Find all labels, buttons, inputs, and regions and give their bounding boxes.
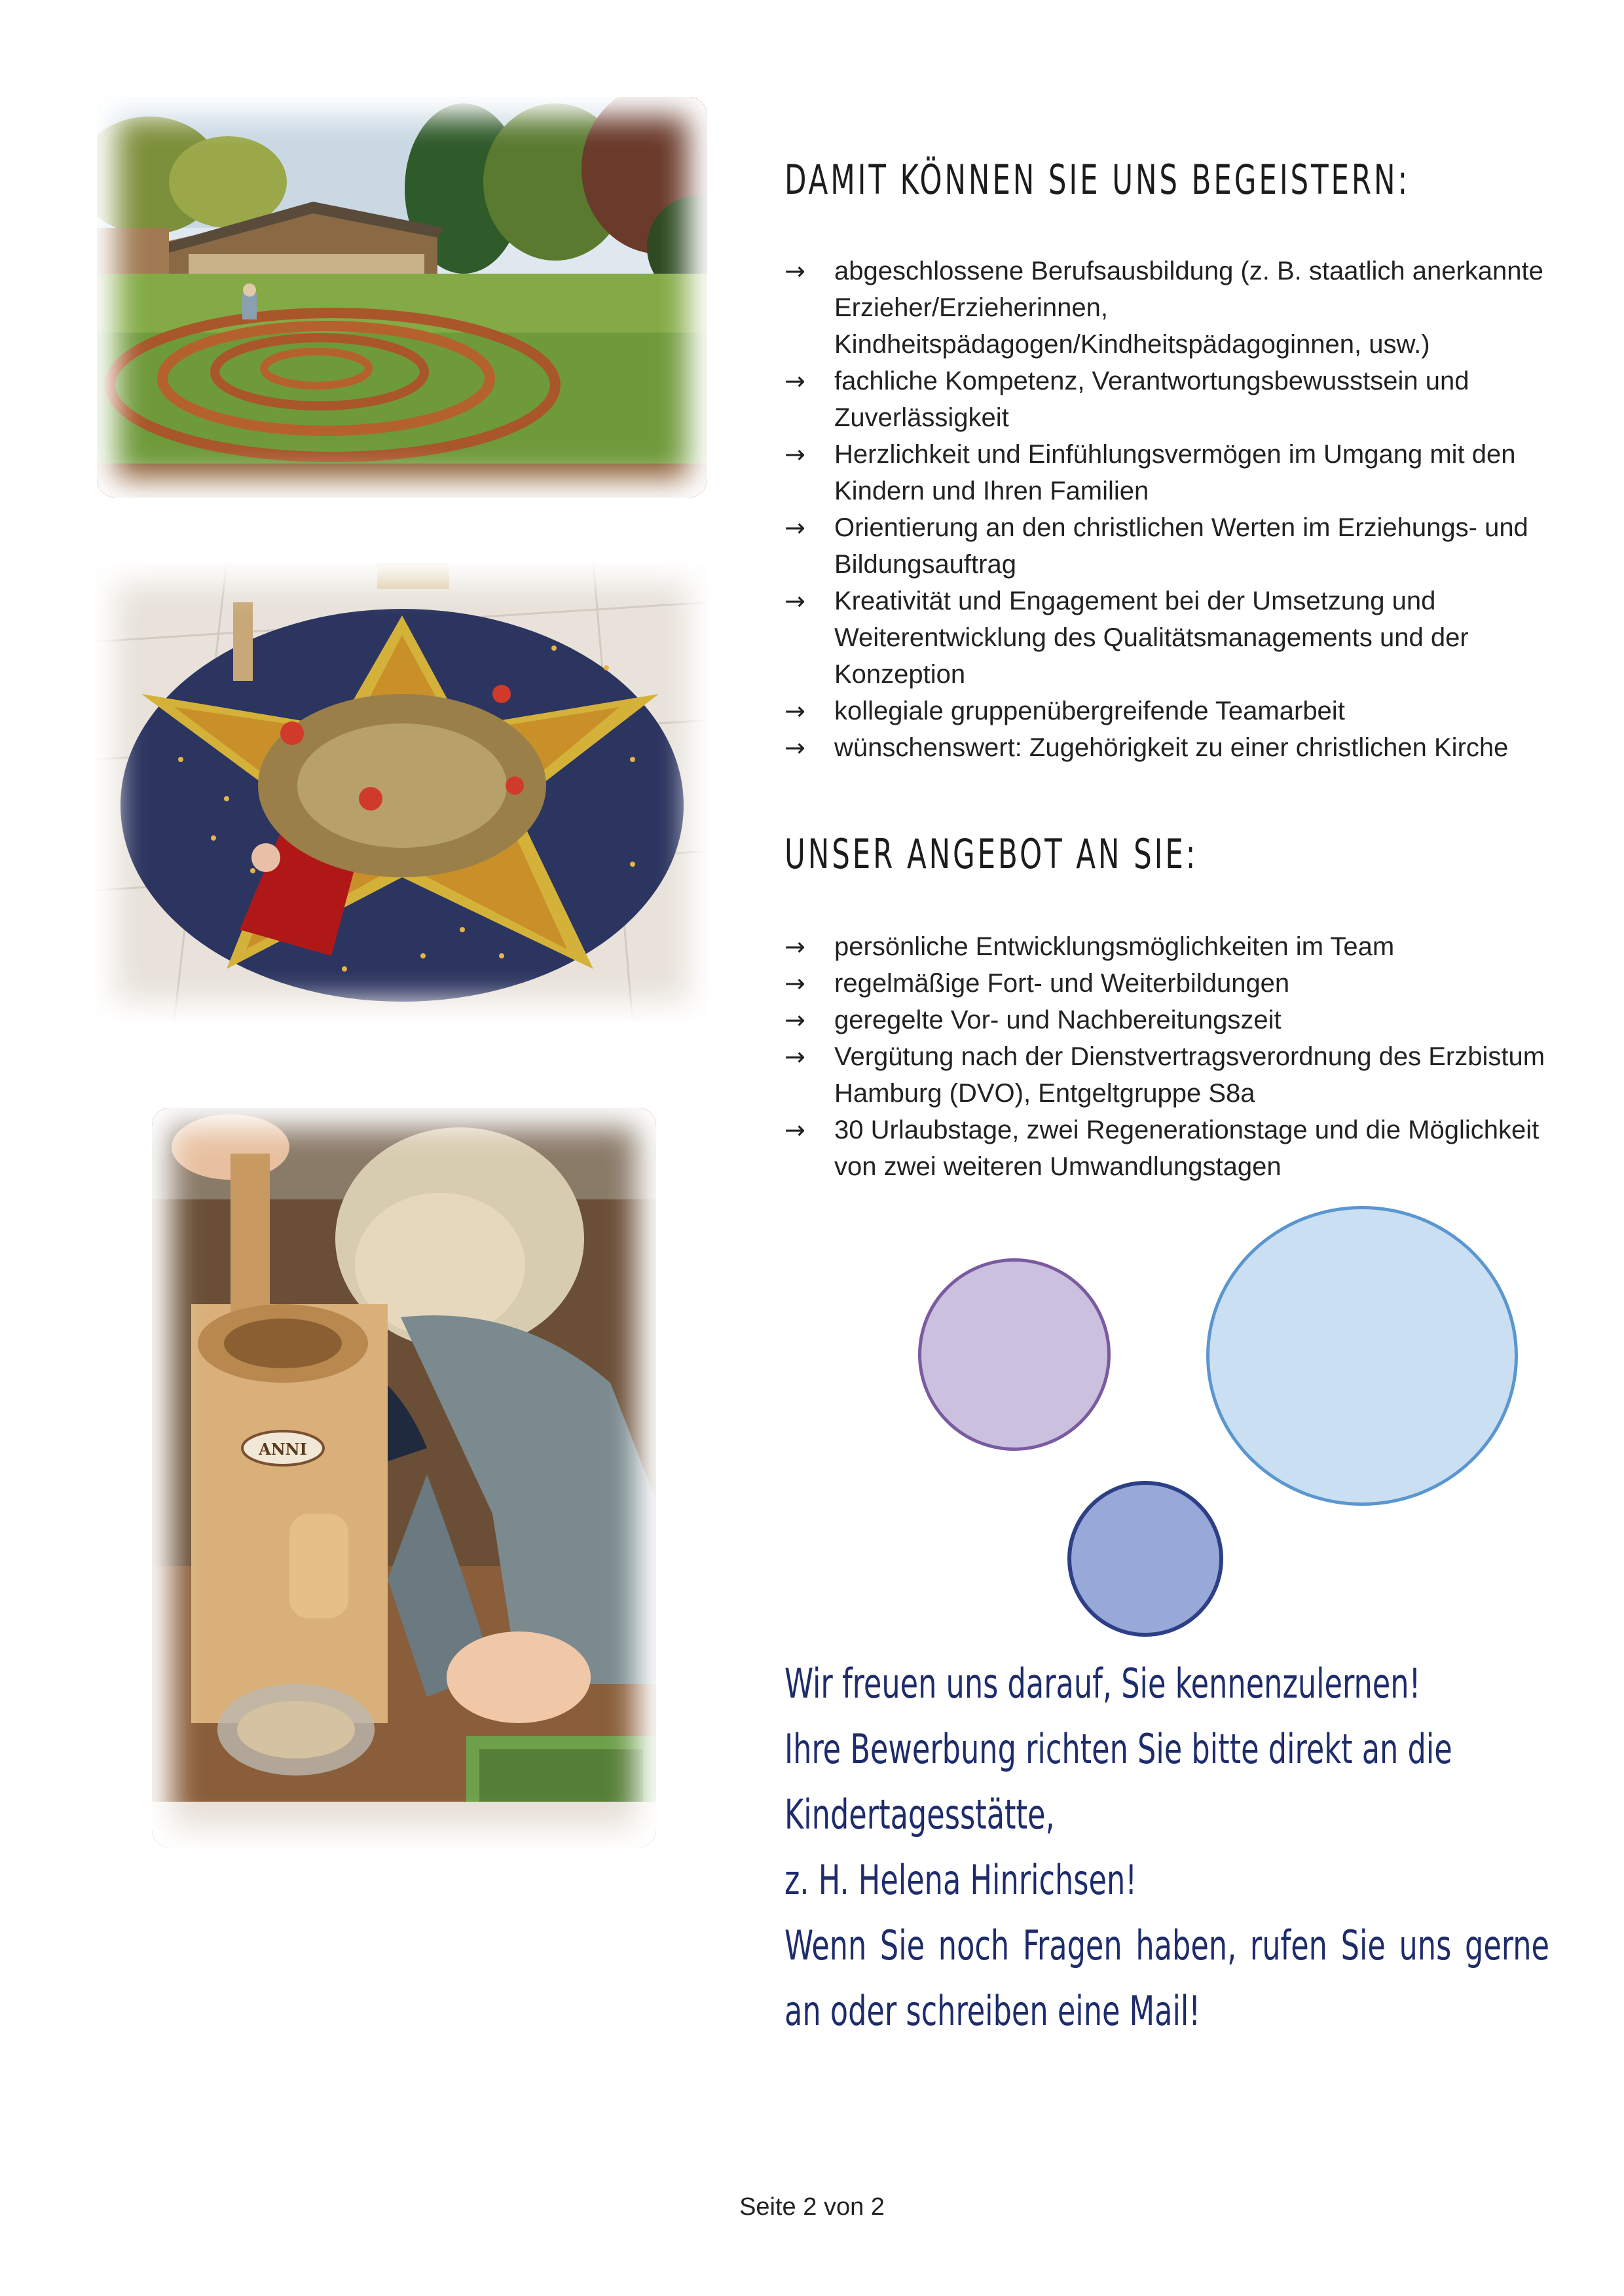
arrow-right-icon: →: [784, 440, 805, 469]
list-item: → Vergütung nach der Dienstvertragsverordnung des Erzbistum Hamburg (DVO), Entgeltgruppe S8a: [784, 1038, 1583, 1112]
garden-illustration: [97, 97, 707, 498]
decorative-circle-purple: [918, 1258, 1111, 1451]
list-item: → abgeschlossene Berufsausbildung (z. B. staatlich anerkannte Erzieher/Erzieherinnen, Kindheitspädagogen/Kindheitspädagoginnen, usw.): [784, 253, 1583, 363]
closing-message: [784, 1651, 1549, 2044]
photo-child-grain-mill: [152, 1108, 656, 1848]
list-item: → Orientierung an den christlichen Werten im Erziehungs- und Bildungsauftrag: [784, 509, 1583, 583]
list-item: → Herzlichkeit und Einfühlungsvermögen im Umgang mit den Kindern und Ihren Familien: [784, 436, 1583, 509]
arrow-right-icon: →: [784, 257, 805, 285]
list-item: → 30 Urlaubstage, zwei Regenerationstage und die Möglichkeit von zwei weiteren Umwandlungstagen: [784, 1112, 1583, 1185]
list-item: → kollegiale gruppenübergreifende Teamarbeit: [784, 693, 1583, 729]
closing-line: z. H. Helena Hinrichsen!: [784, 1856, 1137, 1904]
page-number: Seite 2 von 2: [739, 2193, 885, 2221]
arrow-right-icon: →: [784, 1006, 805, 1034]
list-item: → wünschenswert: Zugehörigkeit zu einer christlichen Kirche: [784, 729, 1583, 766]
list-item: → regelmäßige Fort- und Weiterbildungen: [784, 965, 1583, 1002]
mill-brand-label: ANNI: [259, 1440, 307, 1459]
photo-star-arrangement: [96, 563, 709, 1021]
star-illustration: [96, 563, 709, 1021]
arrow-right-icon: →: [784, 367, 805, 395]
mill-illustration: [152, 1108, 656, 1848]
heading-offer: UNSER ANGEBOT AN SIE:: [784, 830, 1198, 878]
closing-line: Ihre Bewerbung richten Sie bitte direkt an die Kindertagesstätte,: [784, 1725, 1452, 1838]
arrow-right-icon: →: [784, 513, 805, 542]
arrow-right-icon: →: [784, 1116, 805, 1144]
heading-requirements: DAMIT KÖNNEN SIE UNS BEGEISTERN:: [784, 156, 1411, 204]
list-item: → fachliche Kompetenz, Verantwortungsbewusstsein und Zuverlässigkeit: [784, 363, 1583, 436]
list-item: → persönliche Entwicklungsmöglichkeiten im Team: [784, 928, 1583, 965]
closing-line: Wenn Sie noch Fragen haben, rufen Sie uns gerne an oder schreiben eine Mail!: [784, 1922, 1549, 2035]
decorative-circle-lightblue: [1206, 1206, 1518, 1506]
offer-list: [784, 928, 1583, 1185]
arrow-right-icon: →: [784, 697, 805, 725]
closing-line: Wir freuen uns darauf, Sie kennenzulernen!: [784, 1660, 1421, 1707]
arrow-right-icon: →: [784, 969, 805, 998]
arrow-right-icon: →: [784, 1042, 805, 1071]
decorative-circle-blue: [1067, 1481, 1223, 1637]
list-item: → Kreativität und Engagement bei der Umsetzung und Weiterentwicklung des Qualitätsmanagements und der Konzeption: [784, 583, 1583, 693]
arrow-right-icon: →: [784, 733, 805, 762]
arrow-right-icon: →: [784, 932, 805, 961]
requirements-list: [784, 253, 1583, 766]
photo-garden-leaf-spiral: [97, 97, 707, 498]
arrow-right-icon: →: [784, 587, 805, 615]
list-item: → geregelte Vor- und Nachbereitungszeit: [784, 1002, 1583, 1038]
